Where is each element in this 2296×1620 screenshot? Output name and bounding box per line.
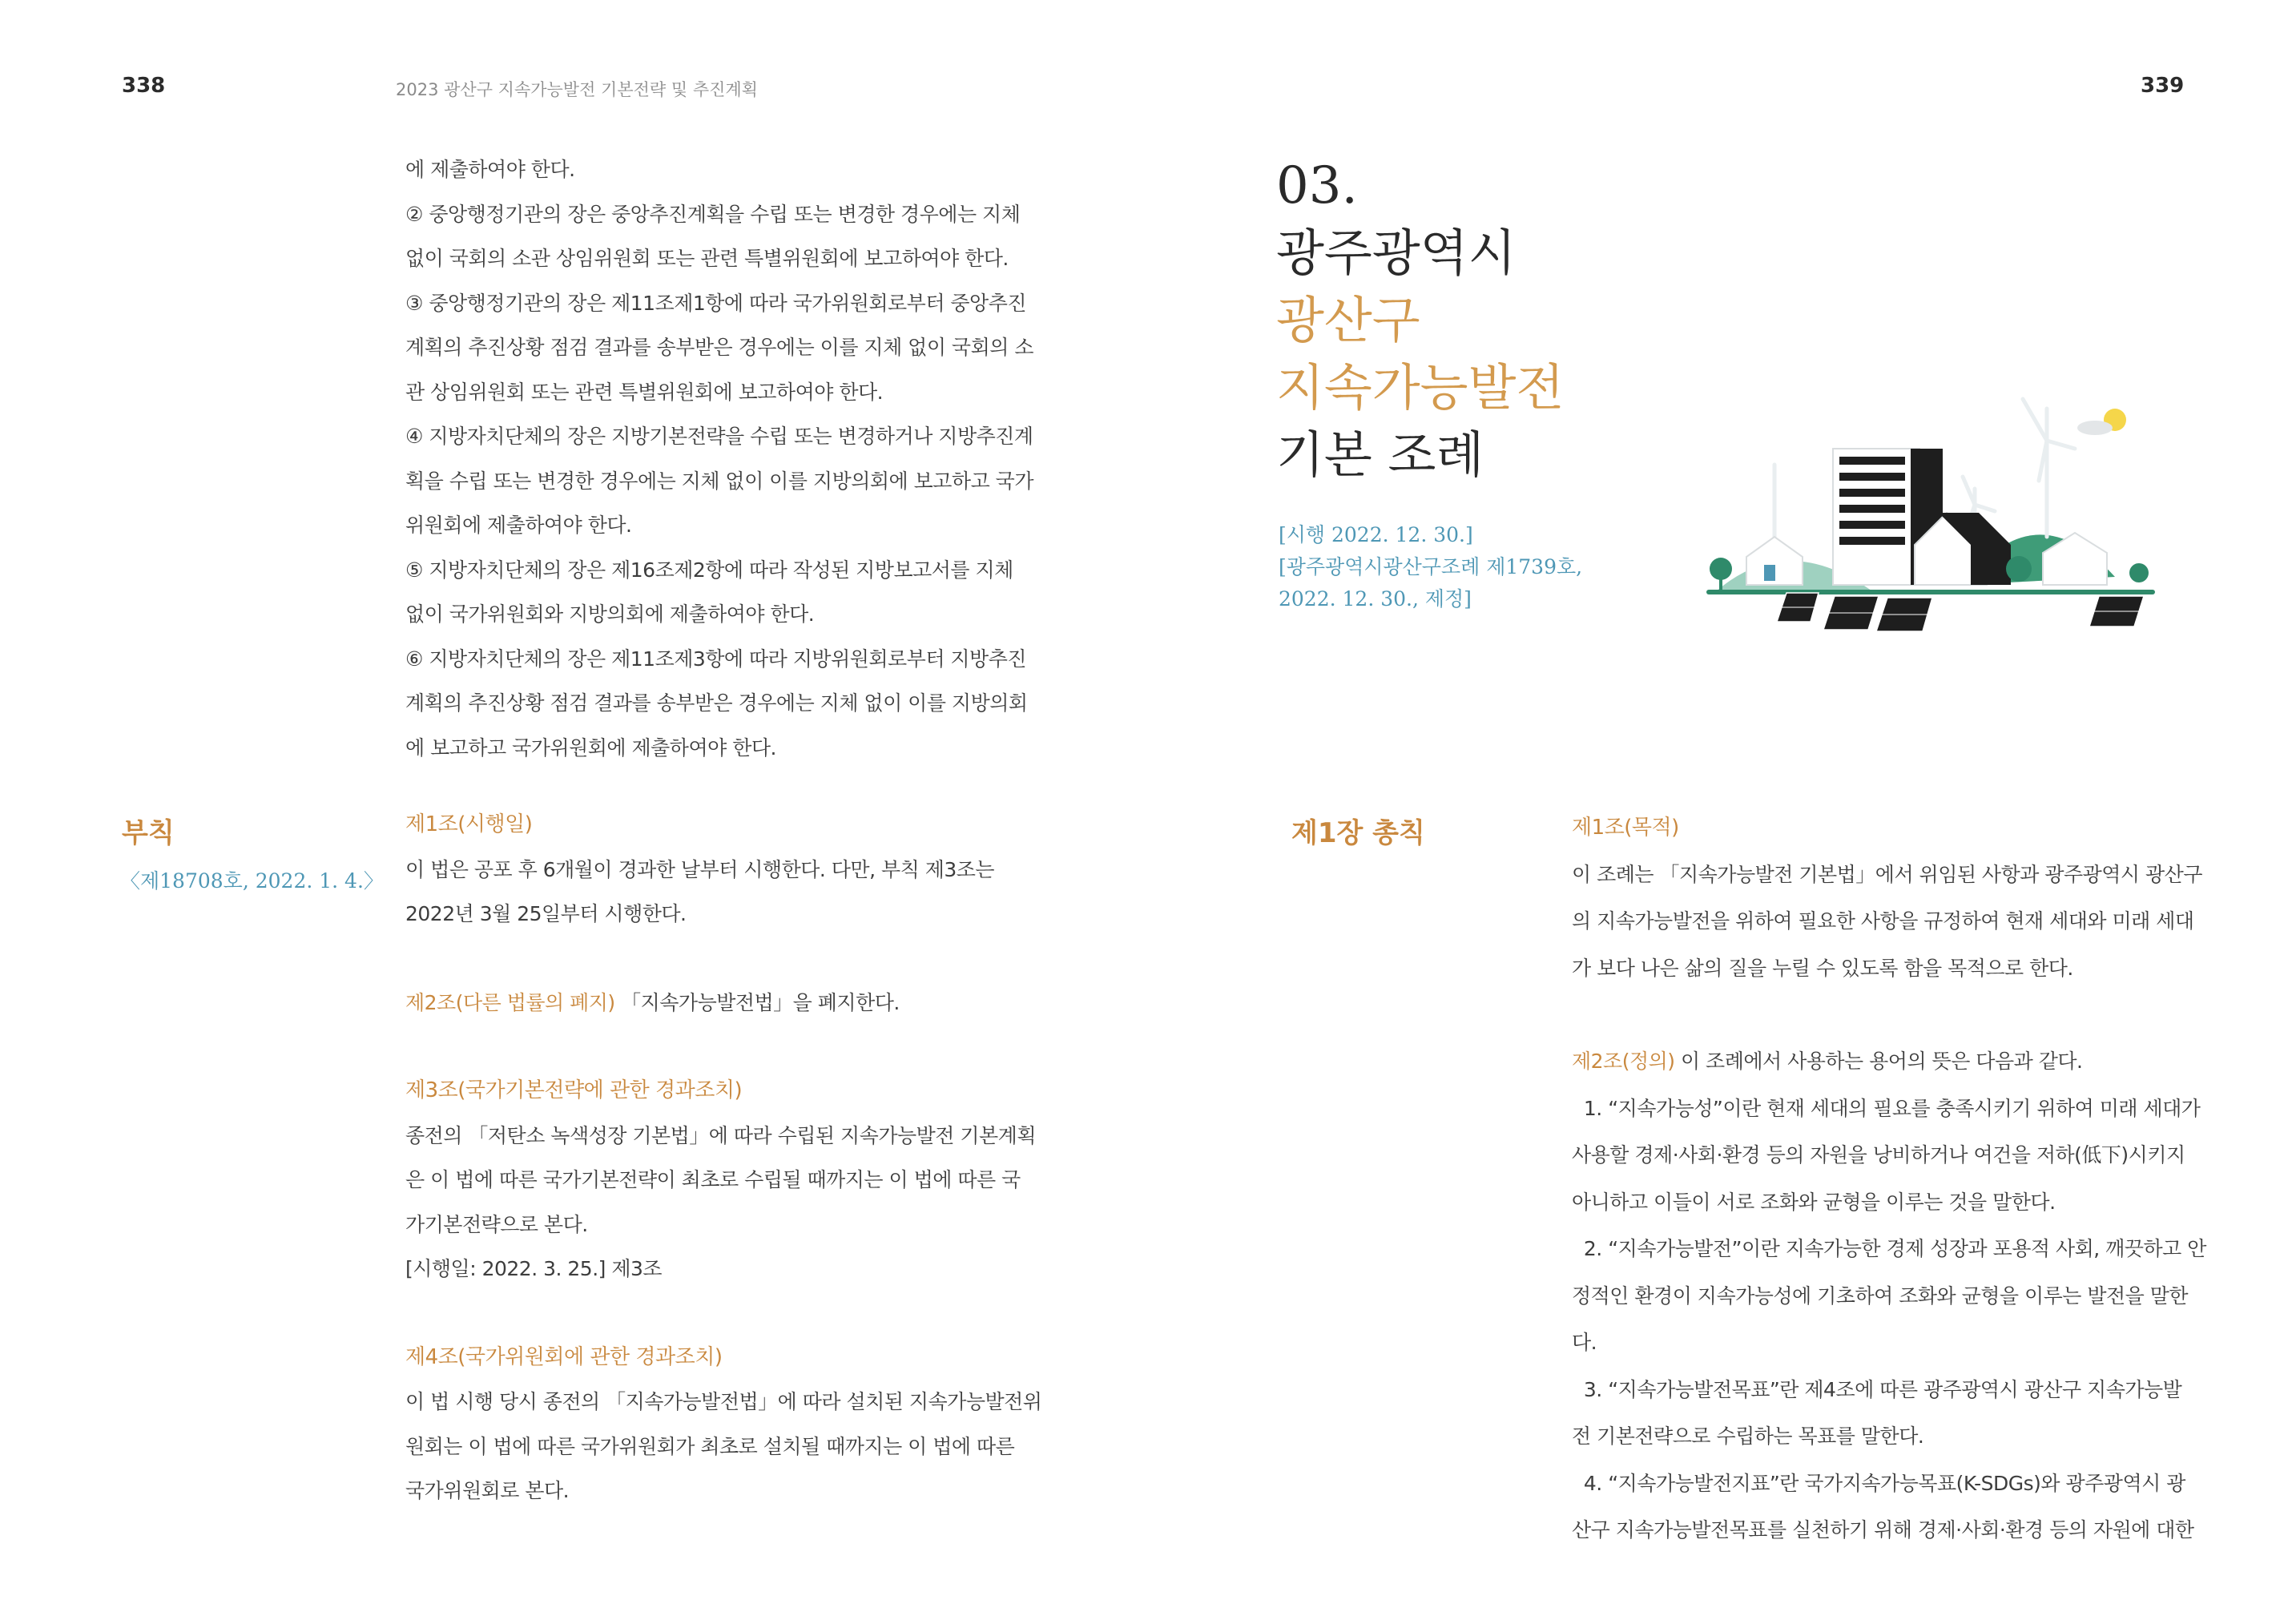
article-1-heading: 제1조(목적) [1572, 816, 1679, 840]
section-subtitle: 〈제18708호, 2022. 1. 4.〉 [120, 869, 384, 893]
text-line: ② 중앙행정기관의 장은 중앙추진계획을 수립 또는 변경한 경우에는 지체 [405, 202, 1021, 226]
right-page-number: 339 [2141, 74, 2185, 98]
text-line: 관 상임위원회 또는 관련 특별위원회에 보고하여야 한다. [405, 380, 884, 404]
article-2-text: 「지속가능발전법」을 폐지한다. [614, 990, 900, 1014]
article-2-heading: 제2조(다른 법률의 폐지) [405, 990, 615, 1014]
left-continued-text [405, 147, 1046, 770]
enactment-info [1279, 519, 1582, 615]
text-line: 산구 지속가능발전목표를 실천하기 위해 경제·사회·환경 등의 자원에 대한 [1572, 1518, 2194, 1541]
text-line: ③ 중앙행정기관의 장은 제11조제1항에 따라 국가위원회로부터 중앙추진 [405, 291, 1027, 315]
article-2-text: 이 조례에서 사용하는 용어의 뜻은 다음과 같다. [1674, 1050, 2083, 1073]
text-line: 4. “지속가능발전지표”란 국가지속가능목표(K-SDGs)와 광주광역시 광 [1572, 1471, 2185, 1495]
chapter-title [1276, 152, 1564, 489]
text-line: 위원회에 제출하여야 한다. [405, 514, 632, 537]
article-3-heading: 제3조(국가기본전략에 관한 경과조치) [405, 1078, 743, 1102]
section-title-buchik: 부칙 [122, 817, 175, 849]
text-line: 은 이 법에 따른 국가기본전략이 최초로 수립될 때까지는 이 법에 따른 국 [405, 1168, 1021, 1191]
article-2 [1572, 1038, 2213, 1086]
buchik-articles [405, 803, 1046, 1513]
text-line: 의 지속가능발전을 위하여 필요한 사항을 규정하여 현재 세대와 미래 세대 [1572, 909, 2194, 933]
text-line: 없이 국가위원회와 지방의회에 제출하여야 한다. [405, 602, 815, 626]
left-page-number: 338 [122, 74, 166, 98]
text-line: 3. “지속가능발전목표”란 제4조에 따른 광주광역시 광산구 지속가능발 [1572, 1377, 2182, 1401]
text-line: 2. “지속가능발전”이란 지속가능한 경제 성장과 포용적 사회, 깨끗하고 안 [1572, 1237, 2206, 1260]
chapter-title-line: 기본 조례 [1276, 425, 1484, 484]
text-line: 없이 국회의 소관 상임위원회 또는 관련 특별위원회에 보고하여야 한다. [405, 247, 1009, 270]
text-line: 에 보고하고 국가위원회에 제출하여야 한다. [405, 735, 776, 760]
enactment-line: [시행 2022. 12. 30.] [1279, 523, 1473, 546]
text-line: 이 법 시행 당시 종전의 「지속가능발전법」에 따라 설치된 지속가능발전위 [405, 1390, 1042, 1413]
enactment-line: 2022. 12. 30., 제정] [1279, 587, 1472, 611]
text-line: 가기본전략으로 본다. [405, 1212, 588, 1236]
text-line: [시행일: 2022. 3. 25.] 제3조 [405, 1257, 663, 1280]
chapter-title-line: 광주광역시 [1276, 224, 1517, 282]
text-line: 획을 수립 또는 변경한 경우에는 지체 없이 이를 지방의회에 보고하고 국가 [405, 469, 1033, 493]
text-line: ⑥ 지방자치단체의 장은 제11조제3항에 따라 지방위원회로부터 지방추진 [405, 647, 1027, 671]
text-line: 아니하고 이들이 서로 조화와 균형을 이루는 것을 말한다. [1572, 1190, 2056, 1214]
enactment-line: [광주광역시광산구조례 제1739호, [1279, 555, 1583, 578]
text-line: 이 조례는 「지속가능발전 기본법」에서 위임된 사항과 광주광역시 광산구 [1572, 862, 2202, 886]
text-line: 사용할 경제·사회·환경 등의 자원을 낭비하거나 여건을 저하(低下)시키지 [1572, 1143, 2185, 1167]
article-1-heading: 제1조(시행일) [405, 812, 533, 836]
text-line: 2022년 3월 25일부터 시행한다. [405, 902, 687, 925]
text-line: 전 기본전략으로 수립하는 목표를 말한다. [1572, 1425, 1924, 1448]
text-line: 이 법은 공포 후 6개월이 경과한 날부터 시행한다. 다만, 부칙 제3조는 [405, 857, 995, 881]
text-line: ④ 지방자치단체의 장은 지방기본전략을 수립 또는 변경하거나 지방추진계 [405, 425, 1033, 448]
text-line: 에 제출하여야 한다. [405, 158, 575, 181]
text-line: 정적인 환경이 지속가능성에 기초하여 조화와 균형을 이루는 발전을 말한다. [1572, 1284, 2189, 1354]
text-line: 원회는 이 법에 따른 국가위원회가 최초로 설치될 때까지는 이 법에 따른 [405, 1434, 1015, 1458]
right-articles [1572, 804, 2213, 1554]
text-line: 국가위원회로 본다. [405, 1479, 570, 1502]
article-2-heading: 제2조(정의) [1572, 1050, 1675, 1073]
running-head: 2023 광산구 지속가능발전 기본전략 및 추진계획 [396, 80, 758, 99]
chapter-number: 03. [1276, 156, 1358, 216]
text-line: 계획의 추진상황 점검 결과를 송부받은 경우에는 지체 없이 이를 지방의회 [405, 691, 1028, 715]
article-4-heading: 제4조(국가위원회에 관한 경과조치) [405, 1344, 723, 1369]
text-line: 계획의 추진상황 점검 결과를 송부받은 경우에는 이를 지체 없이 국회의 소 [405, 336, 1033, 359]
chapter-title-line: 광산구 [1276, 291, 1420, 349]
section-title-chapter1: 제1장 총칙 [1291, 817, 1425, 849]
article-2 [405, 981, 1046, 1026]
sustainable-city-icon [1698, 393, 2179, 649]
text-line: 종전의 「저탄소 녹색성장 기본법」에 따라 수립된 지속가능발전 기본계획 [405, 1123, 1036, 1147]
text-line: ⑤ 지방자치단체의 장은 제16조제2항에 따라 작성된 지방보고서를 지체 [405, 558, 1013, 582]
text-line: 1. “지속가능성”이란 현재 세대의 필요를 충족시키기 위하여 미래 세대가 [1572, 1096, 2201, 1120]
text-line: 가 보다 나은 삶의 질을 누릴 수 있도록 함을 목적으로 한다. [1572, 956, 2073, 980]
chapter-title-line: 지속가능발전 [1276, 358, 1565, 417]
